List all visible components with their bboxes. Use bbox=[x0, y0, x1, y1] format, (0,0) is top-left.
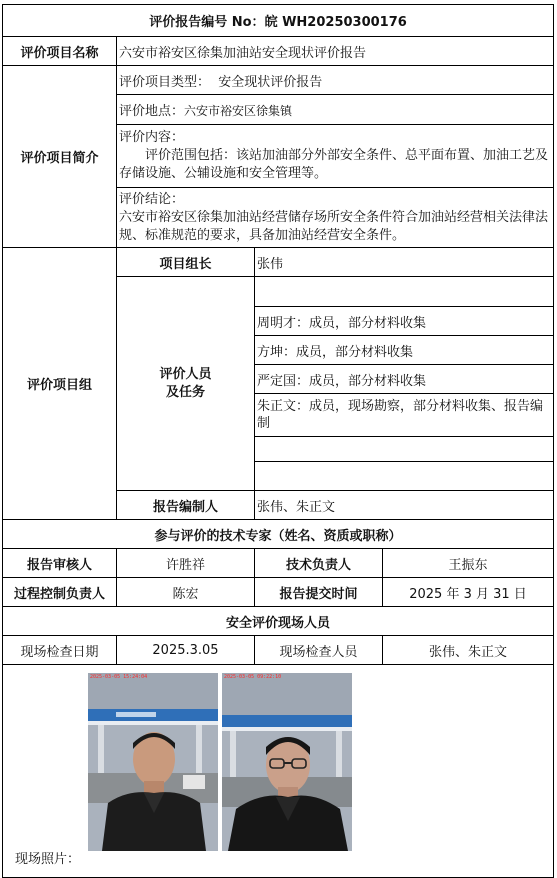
project-name-value: 六安市裕安区徐集加油站安全现状评价报告 bbox=[117, 37, 554, 66]
project-content-label: 评价内容： bbox=[119, 130, 185, 145]
experts-title: 参与评价的技术专家（姓名、资质或职称） bbox=[3, 520, 554, 549]
team-leader-row bbox=[3, 248, 554, 277]
site-photo-1 bbox=[88, 673, 218, 851]
team-label: 评价项目组 bbox=[3, 248, 117, 520]
report-table bbox=[2, 4, 554, 878]
project-name-label: 评价项目名称 bbox=[3, 37, 117, 66]
project-conclusion-label: 评价结论： bbox=[119, 191, 185, 207]
report-number-cell bbox=[3, 5, 554, 37]
team-member-2: 方坤：成员，部分材料收集 bbox=[255, 336, 554, 365]
reviewer-row bbox=[3, 549, 554, 578]
tech-lead-label: 技术负责人 bbox=[255, 549, 383, 578]
project-type-row bbox=[3, 66, 554, 95]
inspection-date-value: 2025.3.05 bbox=[117, 636, 255, 665]
team-member-empty-cell-2 bbox=[255, 437, 554, 462]
team-member-4: 朱正文：成员，现场勘察，部分材料收集、报告编制 bbox=[255, 394, 554, 437]
site-title: 安全评价现场人员 bbox=[3, 607, 554, 636]
photos-cell bbox=[3, 665, 554, 878]
project-location-value: 六安市裕安区徐集镇 bbox=[184, 104, 293, 118]
inspectors-value: 张伟、朱正文 bbox=[383, 636, 554, 665]
project-type-label: 评价项目类型： bbox=[119, 74, 211, 90]
submit-time-value: 2025 年 3 月 31 日 bbox=[383, 578, 554, 607]
site-photo-2-image bbox=[222, 673, 352, 851]
team-member-empty-cell-1 bbox=[255, 277, 554, 307]
team-members-label-line-2: 及任务 bbox=[165, 384, 205, 400]
project-content-value: 评价范围包括：该站加油部分外部安全条件、总平面布置、加油工艺及存储设施、公辅设施和安全管理等。 bbox=[119, 148, 549, 181]
submit-time-label: 报告提交时间 bbox=[255, 578, 383, 607]
project-type-cell bbox=[117, 66, 554, 95]
site-photo-2 bbox=[222, 673, 352, 851]
site-photo-1-image bbox=[88, 673, 218, 851]
team-member-empty-cell-3 bbox=[255, 462, 554, 491]
experts-title-row bbox=[3, 520, 554, 549]
project-type-value: 安全现状评价报告 bbox=[218, 74, 323, 90]
site-photo-2-timestamp: 2025-03-05 09:22:10 bbox=[224, 674, 282, 680]
reviewer-value: 许胜祥 bbox=[117, 549, 255, 578]
project-conclusion-cell bbox=[117, 188, 554, 248]
team-leader-label: 项目组长 bbox=[117, 248, 255, 277]
project-location-cell bbox=[117, 95, 554, 125]
tech-lead-value: 王振东 bbox=[383, 549, 554, 578]
photos-row bbox=[3, 665, 554, 878]
header-row bbox=[3, 5, 554, 37]
team-members-label bbox=[117, 277, 255, 491]
report-author-label: 报告编制人 bbox=[117, 491, 255, 520]
inspection-date-label: 现场检查日期 bbox=[3, 636, 117, 665]
reviewer-label: 报告审核人 bbox=[3, 549, 117, 578]
project-summary-label: 评价项目简介 bbox=[3, 66, 117, 248]
project-content-cell bbox=[117, 125, 554, 188]
process-lead-value: 陈宏 bbox=[117, 578, 255, 607]
project-name-row bbox=[3, 37, 554, 66]
process-row bbox=[3, 578, 554, 607]
process-lead-label: 过程控制负责人 bbox=[3, 578, 117, 607]
team-members-label-line-1: 评价人员 bbox=[159, 366, 212, 382]
team-member-3: 严定国：成员，部分材料收集 bbox=[255, 365, 554, 394]
inspection-row bbox=[3, 636, 554, 665]
photos-label: 现场照片： bbox=[15, 852, 81, 867]
site-title-row bbox=[3, 607, 554, 636]
project-location-label: 评价地点： bbox=[119, 104, 185, 119]
team-member-1: 周明才：成员，部分材料收集 bbox=[255, 307, 554, 336]
report-number: 皖 WH20250300176 bbox=[264, 15, 407, 30]
team-leader-value: 张伟 bbox=[255, 248, 554, 277]
report-number-label: 评价报告编号 No： bbox=[149, 15, 265, 30]
site-photo-1-timestamp: 2025-03-05 15:24:04 bbox=[90, 674, 148, 680]
inspectors-label: 现场检查人员 bbox=[255, 636, 383, 665]
project-conclusion-value: 六安市裕安区徐集加油站经营储存场所安全条件符合加油站经营相关法律法规、标准规范的要求，具备加油站经营安全条件。 bbox=[119, 209, 549, 243]
report-author-value: 张伟、朱正文 bbox=[255, 491, 554, 520]
